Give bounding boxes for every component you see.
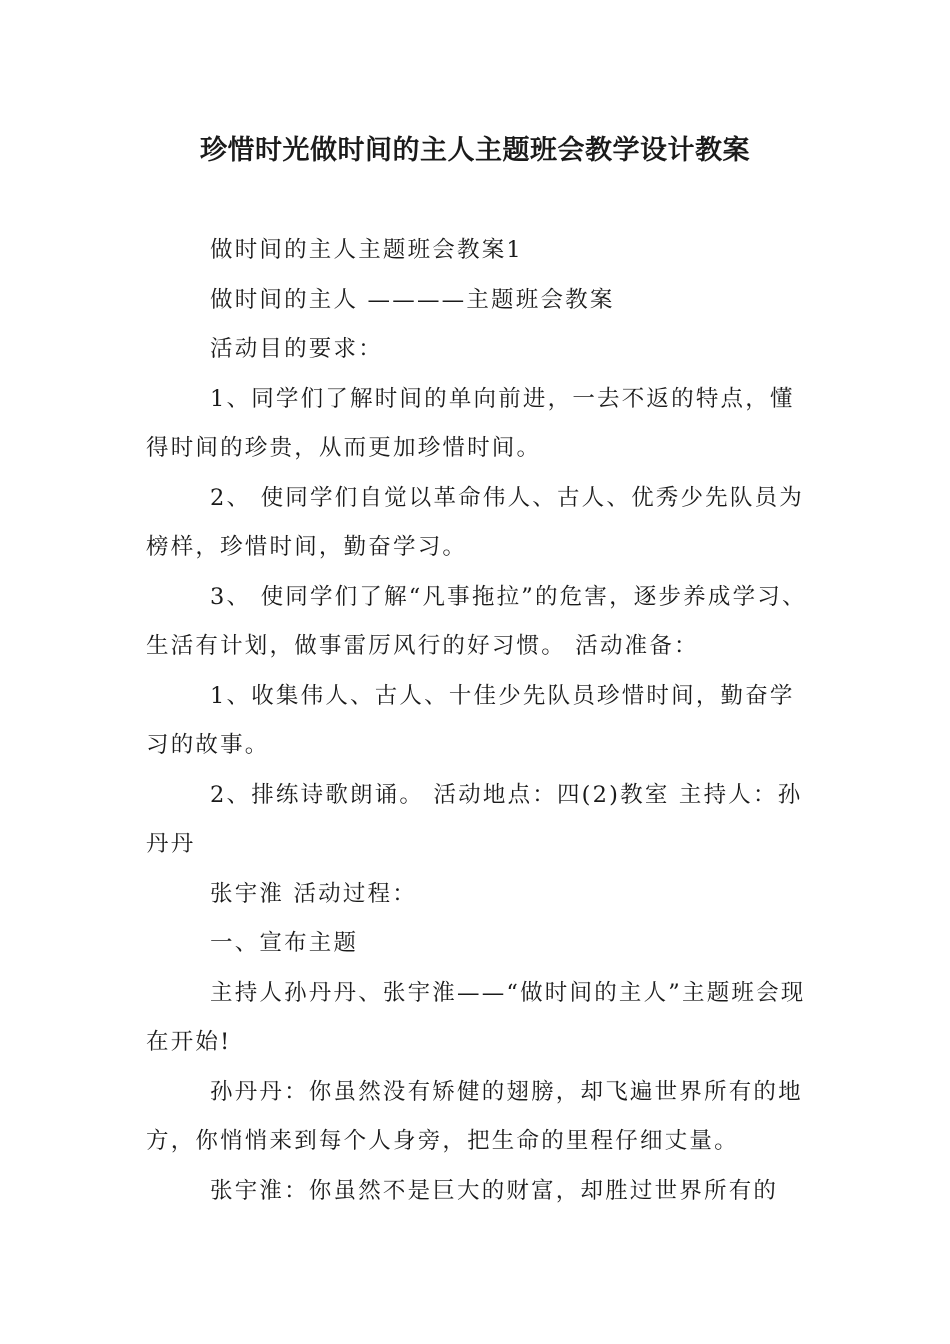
paragraph: 1、收集伟人、古人、十佳少先队员珍惜时间，勤奋学习的故事。 [146, 682, 795, 758]
paragraph: 1、同学们了解时间的单向前进，一去不返的特点，懂得时间的珍贵，从而更加珍惜时间。 [146, 385, 795, 461]
paragraph: 孙丹丹：你虽然没有矫健的翅膀，却飞遍世界所有的地方，你悄悄来到每个人身旁，把生命的里程仔细丈量。 [146, 1078, 803, 1154]
paragraph: 2、 使同学们自觉以革命伟人、古人、优秀少先队员为榜样，珍惜时间，勤奋学习。 [146, 484, 804, 560]
paragraph: 3、 使同学们了解“凡事拖拉”的危害，逐步养成学习、生活有计划，做事雷厉风行的好习惯。 活动准备： [146, 583, 807, 659]
paragraph: 主持人孙丹丹、张宇淮——“做时间的主人”主题班会现在开始! [146, 979, 806, 1055]
paragraph: 2、排练诗歌朗诵。 活动地点：四(2)教室 主持人：孙丹丹 [146, 781, 803, 857]
document-title: 珍惜时光做时间的主人主题班会教学设计教案 [200, 135, 750, 166]
paragraph: 张宇淮：你虽然不是巨大的财富，却胜过世界所有的 [210, 1177, 779, 1204]
document-body [146, 226, 808, 1216]
paragraph: 张宇淮 活动过程： [210, 880, 417, 907]
paragraph: 做时间的主人 ————主题班会教案 [210, 286, 615, 313]
paragraph: 做时间的主人主题班会教案1 [210, 237, 523, 263]
paragraph: 一、宣布主题 [210, 930, 359, 956]
paragraph: 活动目的要求： [210, 336, 383, 362]
